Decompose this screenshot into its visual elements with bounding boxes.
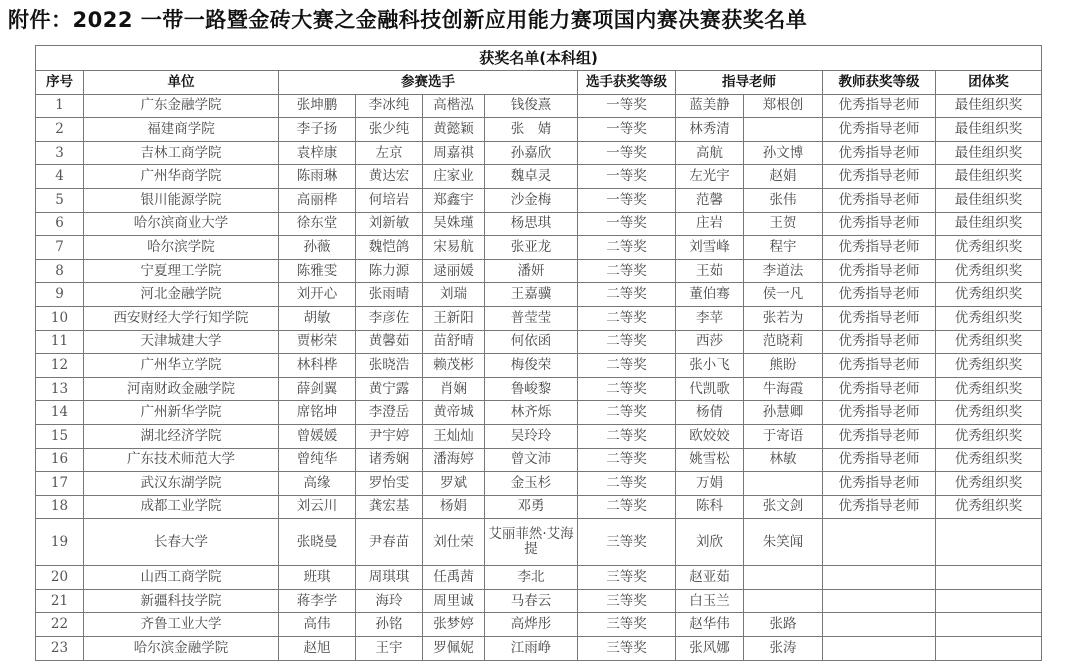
- row-player-award: 一等奖: [578, 188, 676, 212]
- row-player: 魏卓灵: [485, 165, 578, 189]
- row-teacher: 牛海霞: [744, 377, 823, 401]
- row-teacher: 李苹: [676, 306, 744, 330]
- row-team-award: 最佳组织奖: [936, 94, 1042, 118]
- row-teacher-award: 优秀指导老师: [823, 330, 936, 354]
- document-title: 附件：2022 一带一路暨金砖大赛之金融科技创新应用能力赛项国内赛决赛获奖名单: [8, 8, 808, 32]
- row-teacher-award: 优秀指导老师: [823, 354, 936, 378]
- row-number: 23: [36, 637, 84, 661]
- row-player-award: 一等奖: [578, 94, 676, 118]
- row-teacher: 张若为: [744, 306, 823, 330]
- row-player: 马春云: [485, 589, 578, 613]
- row-player: 金玉杉: [485, 472, 578, 496]
- row-unit: 宁夏理工学院: [84, 259, 279, 283]
- row-number: 3: [36, 141, 84, 165]
- row-number: 1: [36, 94, 84, 118]
- row-teacher: 欧姣姣: [676, 424, 744, 448]
- row-player: 魏恺鸽: [356, 236, 423, 260]
- row-teacher: 孙文博: [744, 141, 823, 165]
- row-player: 艾丽菲然·艾海提: [485, 519, 578, 566]
- row-player: 张少纯: [356, 118, 423, 142]
- row-unit: 山西工商学院: [84, 566, 279, 590]
- row-player: 庄家业: [423, 165, 485, 189]
- table-row: [36, 141, 1042, 165]
- row-player: 龚宏基: [356, 495, 423, 519]
- row-player: 沙金梅: [485, 188, 578, 212]
- row-player-award: 二等奖: [578, 472, 676, 496]
- row-player-award: 二等奖: [578, 306, 676, 330]
- row-teacher: 朱笑闻: [744, 519, 823, 566]
- row-player-award: 二等奖: [578, 495, 676, 519]
- table-row: [36, 424, 1042, 448]
- table-row: [36, 188, 1042, 212]
- row-player: 黄达宏: [356, 165, 423, 189]
- row-unit: 广州华立学院: [84, 354, 279, 378]
- row-player: 李澄岳: [356, 401, 423, 425]
- row-player-award: 二等奖: [578, 236, 676, 260]
- row-teacher-award: 优秀指导老师: [823, 401, 936, 425]
- row-teacher: 赵娟: [744, 165, 823, 189]
- row-teacher: 熊盼: [744, 354, 823, 378]
- header-player-award: 选手获奖等级: [578, 71, 676, 95]
- row-team-award: 最佳组织奖: [936, 118, 1042, 142]
- row-unit: 西安财经大学行知学院: [84, 306, 279, 330]
- row-teacher-award: [823, 566, 936, 590]
- row-number: 16: [36, 448, 84, 472]
- row-teacher: 张路: [744, 613, 823, 637]
- table-row: [36, 448, 1042, 472]
- row-player: 刘新敏: [356, 212, 423, 236]
- row-player: 何培岩: [356, 188, 423, 212]
- table-row: [36, 401, 1042, 425]
- row-player: 苗舒晴: [423, 330, 485, 354]
- row-teacher: 于寄语: [744, 424, 823, 448]
- row-player: 杨娟: [423, 495, 485, 519]
- row-team-award: 优秀组织奖: [936, 259, 1042, 283]
- row-teacher: 庄岩: [676, 212, 744, 236]
- row-team-award: 优秀组织奖: [936, 401, 1042, 425]
- row-number: 13: [36, 377, 84, 401]
- row-team-award: 优秀组织奖: [936, 377, 1042, 401]
- row-teacher: 孙慧卿: [744, 401, 823, 425]
- row-teacher-award: 优秀指导老师: [823, 377, 936, 401]
- row-teacher: 张风娜: [676, 637, 744, 661]
- row-teacher-award: 优秀指导老师: [823, 472, 936, 496]
- row-teacher: [744, 118, 823, 142]
- row-team-award: 优秀组织奖: [936, 472, 1042, 496]
- row-team-award: [936, 637, 1042, 661]
- table-row: [36, 94, 1042, 118]
- row-team-award: 优秀组织奖: [936, 330, 1042, 354]
- row-player: 梅俊荣: [485, 354, 578, 378]
- row-unit: 天津城建大学: [84, 330, 279, 354]
- row-player: 江雨峥: [485, 637, 578, 661]
- row-number: 20: [36, 566, 84, 590]
- table-row: [36, 519, 1042, 566]
- row-player: 刘开心: [279, 283, 356, 307]
- row-unit: 吉林工商学院: [84, 141, 279, 165]
- row-teacher: 张小飞: [676, 354, 744, 378]
- row-player: 袁梓康: [279, 141, 356, 165]
- row-teacher: 陈科: [676, 495, 744, 519]
- row-number: 7: [36, 236, 84, 260]
- row-player: 陈雅雯: [279, 259, 356, 283]
- row-teacher: 姚雪松: [676, 448, 744, 472]
- row-player-award: 一等奖: [578, 165, 676, 189]
- row-player: 潘海婷: [423, 448, 485, 472]
- row-number: 6: [36, 212, 84, 236]
- row-number: 12: [36, 354, 84, 378]
- row-teacher: 林秀清: [676, 118, 744, 142]
- row-teacher-award: 优秀指导老师: [823, 306, 936, 330]
- row-team-award: [936, 613, 1042, 637]
- row-player: 高伟: [279, 613, 356, 637]
- row-player: 王嘉骥: [485, 283, 578, 307]
- row-player-award: 三等奖: [578, 613, 676, 637]
- row-team-award: 最佳组织奖: [936, 141, 1042, 165]
- row-unit: 福建商学院: [84, 118, 279, 142]
- row-teacher-award: 优秀指导老师: [823, 448, 936, 472]
- row-player: 贾彬荣: [279, 330, 356, 354]
- table-row: [36, 637, 1042, 661]
- row-number: 14: [36, 401, 84, 425]
- row-teacher: 程宇: [744, 236, 823, 260]
- row-teacher-award: 优秀指导老师: [823, 188, 936, 212]
- row-player: 周嘉祺: [423, 141, 485, 165]
- row-player-award: 二等奖: [578, 330, 676, 354]
- row-teacher-award: 优秀指导老师: [823, 212, 936, 236]
- header-teacher-award: 教师获奖等级: [823, 71, 936, 95]
- row-teacher: 张涛: [744, 637, 823, 661]
- row-unit: 武汉东湖学院: [84, 472, 279, 496]
- row-team-award: [936, 519, 1042, 566]
- row-player-award: 二等奖: [578, 424, 676, 448]
- row-unit: 广东金融学院: [84, 94, 279, 118]
- row-number: 11: [36, 330, 84, 354]
- row-teacher: 郑根创: [744, 94, 823, 118]
- row-player: 赵旭: [279, 637, 356, 661]
- row-player-award: 一等奖: [578, 212, 676, 236]
- row-teacher-award: 优秀指导老师: [823, 118, 936, 142]
- row-player: 高丽桦: [279, 188, 356, 212]
- row-player: 何依函: [485, 330, 578, 354]
- row-player: 潘妍: [485, 259, 578, 283]
- row-player: 郑鑫宇: [423, 188, 485, 212]
- row-teacher: 刘雪峰: [676, 236, 744, 260]
- table-row: [36, 330, 1042, 354]
- row-player: 蒋李学: [279, 589, 356, 613]
- row-player: 王灿灿: [423, 424, 485, 448]
- row-number: 17: [36, 472, 84, 496]
- row-team-award: 优秀组织奖: [936, 424, 1042, 448]
- row-player: 班琪: [279, 566, 356, 590]
- row-unit: 成都工业学院: [84, 495, 279, 519]
- row-teacher: 代凯歌: [676, 377, 744, 401]
- row-player: 周里诚: [423, 589, 485, 613]
- table-row: [36, 495, 1042, 519]
- table-row: [36, 165, 1042, 189]
- row-player: 黄馨茹: [356, 330, 423, 354]
- row-player: 左京: [356, 141, 423, 165]
- row-teacher: 赵亚茹: [676, 566, 744, 590]
- row-player: 张雨晴: [356, 283, 423, 307]
- row-player-award: 二等奖: [578, 401, 676, 425]
- row-unit: 哈尔滨金融学院: [84, 637, 279, 661]
- row-teacher: 王茹: [676, 259, 744, 283]
- row-player: 张晓曼: [279, 519, 356, 566]
- row-player: 宋易航: [423, 236, 485, 260]
- row-teacher: 刘欣: [676, 519, 744, 566]
- row-unit: 银川能源学院: [84, 188, 279, 212]
- table-row: [36, 589, 1042, 613]
- row-teacher: [744, 472, 823, 496]
- row-number: 22: [36, 613, 84, 637]
- row-teacher: 李道法: [744, 259, 823, 283]
- row-number: 9: [36, 283, 84, 307]
- row-teacher-award: 优秀指导老师: [823, 94, 936, 118]
- row-teacher-award: 优秀指导老师: [823, 236, 936, 260]
- row-number: 2: [36, 118, 84, 142]
- row-player: 尹宇婷: [356, 424, 423, 448]
- row-teacher: 高航: [676, 141, 744, 165]
- row-teacher-award: 优秀指导老师: [823, 424, 936, 448]
- table-row: [36, 283, 1042, 307]
- row-player-award: 一等奖: [578, 118, 676, 142]
- row-teacher: 赵华伟: [676, 613, 744, 637]
- row-teacher-award: [823, 613, 936, 637]
- row-player: 吴姝瑾: [423, 212, 485, 236]
- row-number: 5: [36, 188, 84, 212]
- table-row: [36, 472, 1042, 496]
- row-unit: 河北金融学院: [84, 283, 279, 307]
- table-row: [36, 259, 1042, 283]
- row-teacher-award: 优秀指导老师: [823, 283, 936, 307]
- row-player: 张坤鹏: [279, 94, 356, 118]
- row-unit: 长春大学: [84, 519, 279, 566]
- row-team-award: 优秀组织奖: [936, 236, 1042, 260]
- row-player-award: 二等奖: [578, 354, 676, 378]
- row-number: 19: [36, 519, 84, 566]
- row-player-award: 三等奖: [578, 637, 676, 661]
- row-teacher: 张文剑: [744, 495, 823, 519]
- row-player: 张 婧: [485, 118, 578, 142]
- row-player: 徐东堂: [279, 212, 356, 236]
- row-number: 21: [36, 589, 84, 613]
- row-team-award: 最佳组织奖: [936, 165, 1042, 189]
- row-player: 席铭坤: [279, 401, 356, 425]
- row-player: 杨思琪: [485, 212, 578, 236]
- row-unit: 齐鲁工业大学: [84, 613, 279, 637]
- row-player: 黄宁露: [356, 377, 423, 401]
- row-player: 尹春苗: [356, 519, 423, 566]
- row-teacher: 范馨: [676, 188, 744, 212]
- row-unit: 哈尔滨学院: [84, 236, 279, 260]
- table-row: [36, 566, 1042, 590]
- row-unit: 广州华商学院: [84, 165, 279, 189]
- row-unit: 新疆科技学院: [84, 589, 279, 613]
- table-row: [36, 377, 1042, 401]
- row-number: 15: [36, 424, 84, 448]
- row-teacher: 侯一凡: [744, 283, 823, 307]
- row-teacher: 万娟: [676, 472, 744, 496]
- row-number: 8: [36, 259, 84, 283]
- row-player: 鲁峻黎: [485, 377, 578, 401]
- row-player: 海玲: [356, 589, 423, 613]
- row-unit: 广州新华学院: [84, 401, 279, 425]
- row-player-award: 三等奖: [578, 519, 676, 566]
- row-team-award: 优秀组织奖: [936, 448, 1042, 472]
- row-player: 刘瑞: [423, 283, 485, 307]
- row-player: 陈雨琳: [279, 165, 356, 189]
- row-player-award: 二等奖: [578, 377, 676, 401]
- row-teacher: 蓝美静: [676, 94, 744, 118]
- row-player: 薛剑翼: [279, 377, 356, 401]
- row-unit: 哈尔滨商业大学: [84, 212, 279, 236]
- row-teacher-award: [823, 519, 936, 566]
- row-player: 王宇: [356, 637, 423, 661]
- row-player: 胡敏: [279, 306, 356, 330]
- row-team-award: 最佳组织奖: [936, 188, 1042, 212]
- row-player: 罗佩妮: [423, 637, 485, 661]
- row-player: 曾媛媛: [279, 424, 356, 448]
- row-player-award: 二等奖: [578, 259, 676, 283]
- row-player: 罗斌: [423, 472, 485, 496]
- row-number: 10: [36, 306, 84, 330]
- row-player: 王新阳: [423, 306, 485, 330]
- row-teacher: 左光宇: [676, 165, 744, 189]
- table-row: [36, 354, 1042, 378]
- row-player: 孙薇: [279, 236, 356, 260]
- row-teacher: [744, 589, 823, 613]
- row-number: 18: [36, 495, 84, 519]
- row-player: 任禹茜: [423, 566, 485, 590]
- row-player: 李冰纯: [356, 94, 423, 118]
- row-teacher: 王贺: [744, 212, 823, 236]
- row-player: 孙铭: [356, 613, 423, 637]
- row-teacher-award: 优秀指导老师: [823, 141, 936, 165]
- row-player: 陈力源: [356, 259, 423, 283]
- row-unit: 湖北经济学院: [84, 424, 279, 448]
- row-player-award: 三等奖: [578, 566, 676, 590]
- row-teacher-award: [823, 637, 936, 661]
- row-player: 邓勇: [485, 495, 578, 519]
- header-teachers: 指导老师: [676, 71, 823, 95]
- row-teacher: 张伟: [744, 188, 823, 212]
- row-unit: 河南财政金融学院: [84, 377, 279, 401]
- row-player: 高烨彤: [485, 613, 578, 637]
- table-row: [36, 236, 1042, 260]
- table-row: [36, 306, 1042, 330]
- row-teacher-award: 优秀指导老师: [823, 495, 936, 519]
- row-teacher-award: 优秀指导老师: [823, 259, 936, 283]
- table-row: [36, 613, 1042, 637]
- table-caption: 获奖名单(本科组): [36, 46, 1042, 71]
- row-player: 张亚龙: [485, 236, 578, 260]
- row-teacher: 杨倩: [676, 401, 744, 425]
- row-teacher: [744, 566, 823, 590]
- row-player: 高缘: [279, 472, 356, 496]
- row-player: 林科桦: [279, 354, 356, 378]
- header-players: 参赛选手: [279, 71, 578, 95]
- row-player: 孙嘉欣: [485, 141, 578, 165]
- row-team-award: 优秀组织奖: [936, 306, 1042, 330]
- row-player: 张梦婷: [423, 613, 485, 637]
- table-row: [36, 212, 1042, 236]
- row-number: 4: [36, 165, 84, 189]
- row-player: 肖娴: [423, 377, 485, 401]
- row-player: 普莹莹: [485, 306, 578, 330]
- row-player: 高楷泓: [423, 94, 485, 118]
- row-player: 诸秀娴: [356, 448, 423, 472]
- row-player: 周琪琪: [356, 566, 423, 590]
- row-player-award: 二等奖: [578, 448, 676, 472]
- row-player: 逯丽媛: [423, 259, 485, 283]
- row-player: 李北: [485, 566, 578, 590]
- row-team-award: 优秀组织奖: [936, 354, 1042, 378]
- row-player: 罗怡雯: [356, 472, 423, 496]
- header-no: 序号: [36, 71, 84, 95]
- row-player: 钱俊熹: [485, 94, 578, 118]
- row-player: 黄帝城: [423, 401, 485, 425]
- row-team-award: [936, 566, 1042, 590]
- row-player: 李彦佐: [356, 306, 423, 330]
- row-player: 张晓浩: [356, 354, 423, 378]
- row-player: 刘仕荣: [423, 519, 485, 566]
- row-teacher-award: [823, 589, 936, 613]
- table-row: [36, 118, 1042, 142]
- row-player: 黄懿颖: [423, 118, 485, 142]
- row-team-award: [936, 589, 1042, 613]
- row-teacher: 林敏: [744, 448, 823, 472]
- row-player-award: 二等奖: [578, 283, 676, 307]
- row-player: 刘云川: [279, 495, 356, 519]
- header-unit: 单位: [84, 71, 279, 95]
- row-player: 曾纯华: [279, 448, 356, 472]
- row-player: 吴玲玲: [485, 424, 578, 448]
- row-team-award: 优秀组织奖: [936, 495, 1042, 519]
- row-unit: 广东技术师范大学: [84, 448, 279, 472]
- row-teacher: 董伯骞: [676, 283, 744, 307]
- row-player: 赖茂彬: [423, 354, 485, 378]
- row-team-award: 最佳组织奖: [936, 212, 1042, 236]
- row-player-award: 三等奖: [578, 589, 676, 613]
- row-player: 李子扬: [279, 118, 356, 142]
- award-table: [35, 45, 1042, 661]
- header-team-award: 团体奖: [936, 71, 1042, 95]
- row-teacher: 范晓莉: [744, 330, 823, 354]
- row-teacher: 白玉兰: [676, 589, 744, 613]
- row-player: 林齐烁: [485, 401, 578, 425]
- row-teacher-award: 优秀指导老师: [823, 165, 936, 189]
- row-team-award: 优秀组织奖: [936, 283, 1042, 307]
- row-player: 曾文沛: [485, 448, 578, 472]
- row-teacher: 西莎: [676, 330, 744, 354]
- row-player-award: 一等奖: [578, 141, 676, 165]
